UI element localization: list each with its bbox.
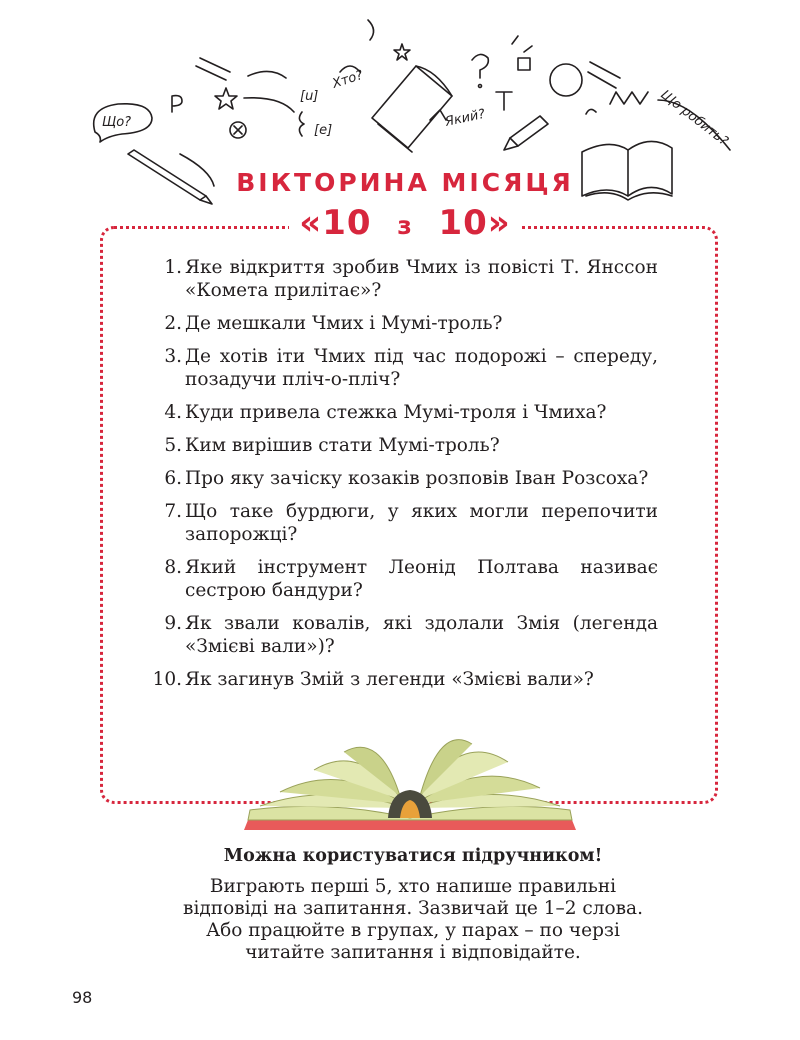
doodle-text-yakyi: Який? xyxy=(443,106,487,130)
question-number: 2. xyxy=(164,313,182,334)
question-text: Як загинув Змій з легенди «Змієві вали»? xyxy=(185,669,594,690)
subtitle-close: 10» xyxy=(438,203,511,243)
quiz-title: ВІКТОРИНА МІСЯЦЯ xyxy=(236,168,574,197)
star-icon xyxy=(215,88,237,109)
star-icon xyxy=(394,44,410,60)
question-text: Який інструмент Леонід Полтава називає сестрою бандури? xyxy=(185,557,658,601)
question-item xyxy=(140,556,658,602)
question-item xyxy=(140,467,658,490)
question-text: Ким вирішив стати Мумі-троль? xyxy=(185,435,500,456)
question-text: Як звали ковалів, які здолали Змія (легенда «Змієві вали»)? xyxy=(185,613,658,657)
quiz-subtitle-wrap xyxy=(0,203,800,243)
question-item xyxy=(140,500,658,546)
page-number: 98 xyxy=(72,988,93,1007)
question-number: 1. xyxy=(164,257,182,278)
rules-line: відповіді на запитання. Зазвичай це 1–2 слова. xyxy=(183,898,643,919)
question-text: Куди привела стежка Мумі-троля і Чмиха? xyxy=(185,402,607,423)
question-number: 3. xyxy=(164,346,182,367)
question-item xyxy=(140,256,658,302)
question-list xyxy=(140,256,658,701)
quiz-subtitle xyxy=(289,203,520,243)
question-item xyxy=(140,612,658,658)
doodle-text-shcho: Що? xyxy=(102,115,132,130)
doodle-text-u: [u] xyxy=(300,89,319,104)
question-text: Що таке бурдюги, у яких могли перепочити запорожці? xyxy=(185,501,658,545)
question-text: Де хотів іти Чмих під час подорожі – спереду, позадучи пліч-о-пліч? xyxy=(185,346,658,390)
rules-line: читайте запитання і відповідайте. xyxy=(245,942,581,963)
question-text: Про яку зачіску козаків розповів Іван Розсоха? xyxy=(185,468,649,489)
question-item xyxy=(140,434,658,457)
question-item xyxy=(140,401,658,424)
doodle-text-khto: Хто? xyxy=(330,67,366,92)
open-book-illustration xyxy=(240,722,580,842)
subtitle-open: «10 xyxy=(299,203,372,243)
question-number: 4. xyxy=(164,402,182,423)
question-text: Де мешкали Чмих і Мумі-троль? xyxy=(185,313,503,334)
question-number: 10. xyxy=(152,669,182,690)
pencil-icon xyxy=(510,116,548,146)
question-text: Яке відкриття зробив Чмих із повісті Т. Янссон «Комета прилітає»? xyxy=(185,257,658,301)
circle-icon xyxy=(550,64,582,96)
doodle-text-shcho-robyt: Що робить? xyxy=(657,87,731,150)
doodle-text-e: [e] xyxy=(314,123,333,138)
question-number: 9. xyxy=(164,613,182,634)
rules-line: Виграють перші 5, хто напише правильні xyxy=(209,876,617,897)
question-number: 5. xyxy=(164,435,182,456)
rules-note xyxy=(0,876,800,964)
notebook-icon xyxy=(372,66,452,148)
question-item xyxy=(140,668,658,691)
question-number: 8. xyxy=(164,557,182,578)
rules-line: Або працюйте в групах, у парах – по черзі xyxy=(206,920,620,941)
question-item xyxy=(140,345,658,391)
question-number: 7. xyxy=(164,501,182,522)
subtitle-mid: з xyxy=(397,211,413,240)
textbook-allowed-note: Можна користуватися підручником! xyxy=(223,846,603,866)
question-item xyxy=(140,312,658,335)
question-number: 6. xyxy=(164,468,182,489)
